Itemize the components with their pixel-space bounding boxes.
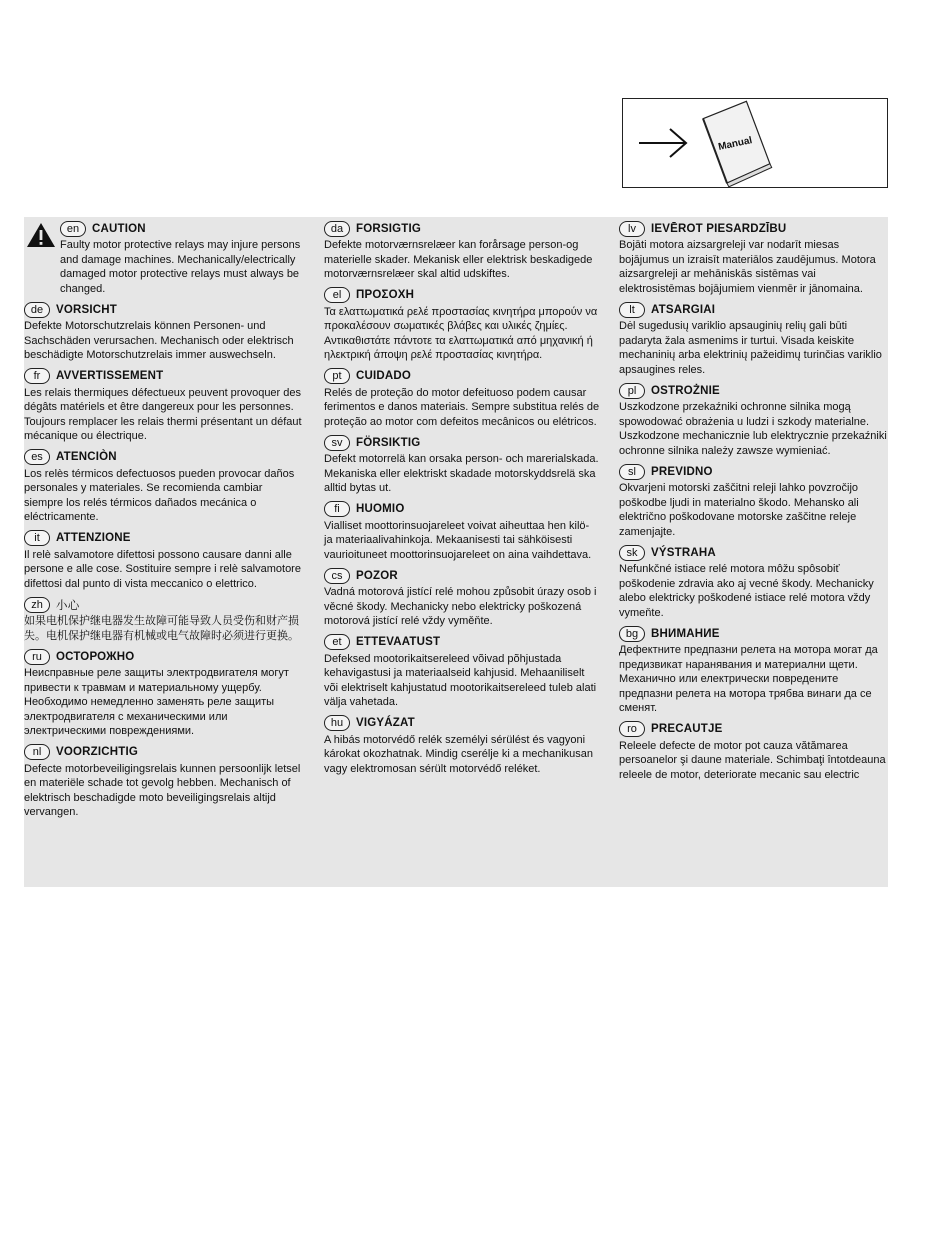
block-text: Il relè salvamotore difettosi possono causare danni alle persone e alle cose. Sostituire sempre i relè salvamotore difettosi dal punto di vista meccanico o elettrico.: [24, 548, 301, 590]
block-text: Releele defecte de motor pot cauza vătămarea persoanelor şi daune materiale. Schimbaţi întotdeauna releele de motor, deteriorate mecanic sau electric: [619, 739, 886, 781]
block-title: AVVERTISSEMENT: [56, 370, 164, 382]
block-heading: [24, 449, 304, 466]
block-title: PREVIDNO: [651, 465, 713, 478]
warning-block-fi: [324, 501, 600, 563]
language-code: bg: [619, 626, 645, 642]
warning-block-es: [24, 449, 304, 525]
block-text: Defekte Motorschutzrelais können Personen- und Sachschäden verursachen. Mechanisch oder elektrisch beschädigte Motorschutzrelais immer auswechseln.: [24, 320, 294, 361]
block-text: Defecte motorbeveiligingsrelais kunnen persoonlijk letsel en materiële schade tot gevolg hebben. Mechanisch of elektrisch beschadigde moto beveiligingsrelais altijd vervangen.: [24, 762, 301, 818]
block-heading: [24, 368, 304, 385]
warning-block-hu: [324, 715, 600, 777]
language-code: en: [60, 221, 86, 237]
block-text: Relés de proteção do motor defeituoso podem causar ferimentos e danos materiais. Sempre substitua relés de proteção ao motor com defeitos mecânicos ou elétricos.: [324, 386, 600, 428]
column-1: [24, 220, 304, 825]
warning-block-de: [24, 301, 304, 363]
block-title: OSTROŻNIE: [651, 384, 720, 397]
block-title: ΠΡΟΣΟΧΗ: [356, 289, 415, 301]
language-code: pt: [324, 368, 350, 384]
language-code: fr: [24, 368, 50, 384]
warning-block-fr: [24, 368, 304, 444]
block-text: Defeksed mootorikaitsereleed võivad põhjustada kehavigastusi ja materiaalseid kahjusid. Mehaaniliselt või elektriselt kahjustatud mootorikaitsereleed tuleb alati välja vahetada.: [324, 652, 597, 708]
language-code: es: [24, 449, 50, 465]
block-text: Τα ελαττωματικά ρελέ προστασίας κινητήρα μπορούν να προκαλέσουν σωματικές βλάβες και υλικές ζημίες. Αντικαθιστάτε πάντοτε τα ελαττωματικά από μηχανική ή ηλεκτρική άποψη ρελέ προστασίας κινητήρα.: [324, 305, 598, 361]
block-title: VORSICHT: [56, 303, 118, 316]
block-title: ATENCIÒN: [56, 451, 117, 463]
block-text: Los relès térmicos defectuosos pueden provocar daños personales y materiales. Se recomienda cambiar siempre los relés térmicos dañados mecánica o eléctricamente.: [24, 467, 295, 523]
language-code: sk: [619, 545, 645, 561]
block-title: 小心: [56, 597, 80, 612]
block-text: Неисправные реле защиты электродвигателя могут привести к травмам и материальному ущербу. Необходимо немедленно заменять реле защиты электродвигателя с механическими или электрическими повреждениями.: [24, 667, 289, 737]
warning-block-lt: [619, 301, 887, 377]
language-code: nl: [24, 744, 50, 760]
warning-block-en: [24, 220, 304, 296]
language-code: it: [24, 530, 50, 546]
block-text: Nefunkčné istiace relé motora môžu spôsobiť poškodenie zdravia ako aj vecné škody. Mechanicky alebo elektricky poškodené istiace relé motora vždy vymeňte.: [619, 563, 874, 619]
block-heading: [324, 634, 600, 651]
block-title: IEVĒROT PIESARDZĪBU: [651, 222, 787, 235]
block-title: POZOR: [356, 569, 398, 582]
block-heading: [324, 501, 600, 518]
warning-block-sl: [619, 463, 887, 539]
block-heading: [619, 463, 887, 480]
block-text: Vadná motorová jistící relé mohou způsobit úrazy osob i věcné škody. Mechanicky nebo elektricky poškozená motorová jistící relé vždy vyměňte.: [324, 586, 597, 627]
language-code: ru: [24, 649, 50, 665]
block-heading: [619, 220, 887, 237]
block-text: Defekt motorrelä kan orsaka person- och marerialskada. Mekaniska eller elektriskt skadade motorskyddsrelä ska alltid bytas ut.: [324, 453, 599, 494]
block-heading: [24, 530, 304, 547]
block-title: VIGYÁZAT: [356, 717, 415, 729]
warning-block-ro: [619, 721, 887, 783]
block-title: ОСТОРОЖНО: [56, 650, 135, 663]
block-title: VÝSTRAHA: [651, 546, 716, 559]
block-heading: [60, 220, 304, 237]
warning-block-cs: [324, 567, 600, 629]
block-text: Dėl sugedusių variklio apsauginių relių gali būti padaryta žala asmenims ir turtui. Visada keiskite mechaninių arba elektrinių pažeidimų turinčias variklio apsaugines reles.: [619, 320, 882, 376]
block-heading: [24, 596, 304, 613]
block-heading: [324, 434, 600, 451]
language-code: da: [324, 221, 350, 237]
warning-panel: [24, 217, 888, 887]
block-title: ATSARGIAI: [651, 303, 716, 316]
warning-block-nl: [24, 744, 304, 820]
language-code: hu: [324, 715, 350, 731]
language-code: sv: [324, 435, 350, 451]
block-heading: [619, 544, 887, 561]
block-heading: [619, 301, 887, 318]
language-code: fi: [324, 501, 350, 517]
language-code: lv: [619, 221, 645, 237]
warning-triangle-icon: [26, 222, 56, 248]
warning-block-ru: [24, 648, 304, 739]
block-title: VOORZICHTIG: [56, 746, 139, 758]
block-heading: [619, 382, 887, 399]
block-heading: [324, 220, 600, 237]
block-title: PRECAUTJE: [651, 723, 723, 735]
block-title: ВНИМАНИЕ: [651, 627, 720, 640]
column-3: [619, 220, 887, 787]
block-heading: [24, 648, 304, 665]
language-code: pl: [619, 383, 645, 399]
block-heading: [324, 368, 600, 385]
block-title: HUOMIO: [356, 503, 405, 515]
warning-block-it: [24, 530, 304, 592]
language-code: cs: [324, 568, 350, 584]
block-text: Okvarjeni motorski zaščitni releji lahko povzročijo poškodbe ljudi in materialno škodo. Mehansko ali električno poškodovane motorske zaščitne releje zamenjajte.: [619, 482, 859, 538]
warning-block-bg: [619, 625, 887, 716]
block-heading: [24, 301, 304, 318]
block-text: A hibás motorvédő relék személyi sérülést és vagyoni károkat okozhatnak. Mindig cserélje ki a mechanikusan vagy elektromosan sérült motorvédő reléket.: [324, 733, 594, 775]
block-text: Defekte motorværnsrelæer kan forårsage person-og materielle skader. Mekanisk eller elektrisk beskadigede motorværnsrelæer skal altid udskiftes.: [324, 239, 593, 280]
block-text: 如果电机保护继电器发生故障可能导致人员受伤和财产损失。电机保护继电器有机械或电气故障时必须进行更换。: [24, 614, 299, 642]
block-title: ATTENZIONE: [56, 532, 131, 544]
language-code: lt: [619, 302, 645, 318]
warning-block-sk: [619, 544, 887, 620]
block-text: Les relais thermiques défectueux peuvent provoquer des dégâts matériels et être dangereux pour les personnes. Toujours remplacer les relais thermi présentant un défaut mécanique ou électrique.: [24, 386, 302, 442]
warning-block-el: [324, 287, 600, 363]
block-text: Дефектните предпазни релета на мотора могат да предизвикат наранявания и материални щети. Механично или електрически повредените предпазни релета на мотора трябва винаги да се сменят.: [619, 644, 878, 714]
manual-book-icon: [623, 99, 889, 189]
block-title: CUIDADO: [356, 370, 412, 382]
warning-block-et: [324, 634, 600, 710]
block-heading: [24, 744, 304, 761]
block-heading: [324, 715, 600, 732]
warning-block-pt: [324, 368, 600, 430]
block-heading: [324, 567, 600, 584]
block-title: FÖRSIKTIG: [356, 436, 421, 449]
warning-block-da: [324, 220, 600, 282]
block-title: CAUTION: [92, 222, 146, 235]
warning-block-zh: [24, 596, 304, 643]
language-code: zh: [24, 597, 50, 613]
block-heading: [619, 625, 887, 642]
block-heading: [619, 721, 887, 738]
language-code: ro: [619, 721, 645, 737]
warning-block-pl: [619, 382, 887, 458]
warning-block-lv: [619, 220, 887, 296]
block-title: ETTEVAATUST: [356, 636, 441, 648]
warning-block-sv: [324, 434, 600, 496]
manual-reference-box: [622, 98, 888, 188]
language-code: el: [324, 287, 350, 303]
block-heading: [324, 287, 600, 304]
language-code: de: [24, 302, 50, 318]
block-title: FORSIGTIG: [356, 222, 422, 235]
language-code: sl: [619, 464, 645, 480]
block-text: Vialliset moottorinsuojareleet voivat aiheuttaa hen kilö- ja materiaalivahinkoja. Mekaanisesti tai sähköisesti vaurioituneet moottorinsuojareleet on aina vaihdettava.: [324, 519, 592, 561]
block-text: Uszkodzone przekaźniki ochronne silnika mogą spowodować obrażenia u ludzi i szkody materialne. Uszkodzone mechanicznie lub elektrycznie przekaźniki ochronne silnika należy zawsze wymieniać.: [619, 401, 887, 457]
column-2: [324, 220, 600, 781]
block-text: Faulty motor protective relays may injure persons and damage machines. Mechanically/electrically damaged motor protective relays must always be changed.: [60, 239, 301, 295]
manual-label: Manual: [717, 135, 754, 153]
block-text: Bojāti motora aizsargreleji var nodarīt miesas bojājumus un izraisīt materiālos zaudējumus. Motora aizsargreleji ar mehāniskās sistēmas vai elektrosistēmas bojājumiem vienmēr ir jānomaina.: [619, 239, 876, 295]
language-code: et: [324, 634, 350, 650]
